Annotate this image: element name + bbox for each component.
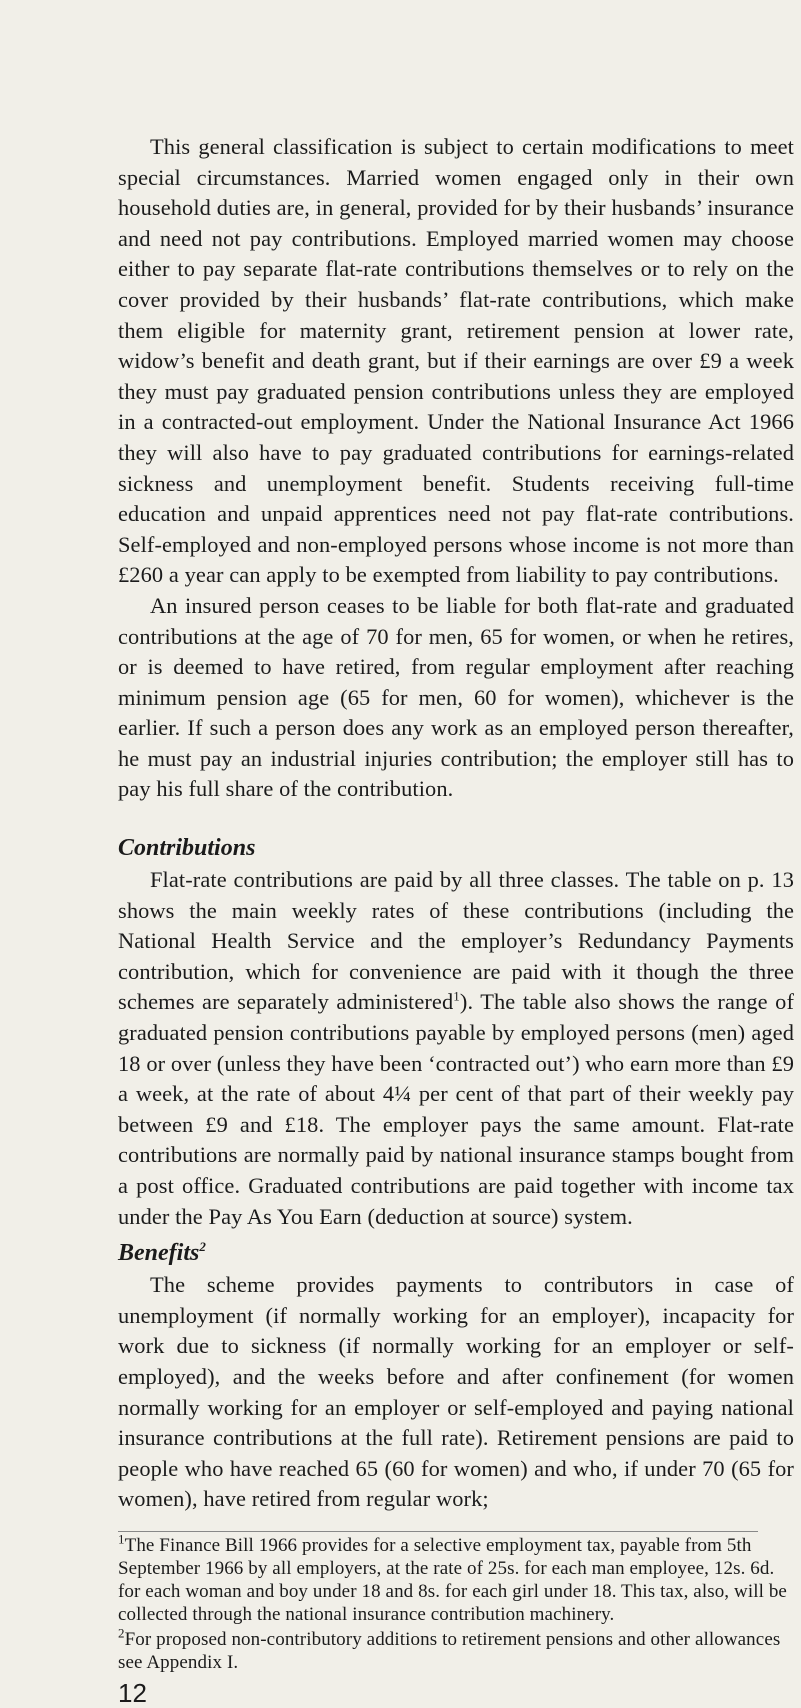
page-number: 12 xyxy=(118,1677,147,1708)
footnote-2 xyxy=(118,1625,794,1674)
heading-contributions: Contributions xyxy=(118,835,256,862)
footnote-2-mark: 2 xyxy=(118,1625,125,1641)
document-page xyxy=(118,132,794,1708)
paragraph-benefits: The scheme provides payments to contributors in case of unemployment (if normally working for an employer), incapacity for work due to sickness (if normally working for an employer or self-employed), and the weeks before and after confinement (for women normally working for an employer or self-employed and paying national insurance contributions at the full rate). Retirement pensions are paid to people who have reached 65 (60 for women) and who, if under 70 (65 for women), have retired from regular work; xyxy=(118,1272,794,1512)
footnote-1 xyxy=(118,1531,794,1626)
heading-benefits-text: Benefits xyxy=(118,1240,200,1267)
footnote-1-text: The Finance Bill 1966 provides for a selective employment tax, payable from 5th September 1966 by all employers, at the rate of 25s. for each man employee, 12s. 6d. for each woman and boy under 18 and 8s. for each girl under 18. This tax, also, will be collected through the national insurance contribution machinery. xyxy=(118,1534,787,1625)
footnote-divider xyxy=(118,1531,758,1532)
footnote-2-text: For proposed non-contributory additions to retirement pensions and other allowances see Appendix I. xyxy=(118,1628,781,1673)
paragraph-liability: An insured person ceases to be liable for both flat-rate and graduated contributions at the age of 70 for men, 65 for women, or when he retires, or is deemed to have retired, from regular employment after reaching minimum pension age (65 for men, 60 for women), whichever is the earlier. If such a person does any work as an employed person thereafter, he must pay an industrial injuries contribution; the employer still has to pay his full share of the contribution. xyxy=(118,592,794,802)
footnote-ref-1: 1 xyxy=(453,988,460,1004)
paragraph-contributions xyxy=(118,865,794,1232)
paragraph-classification: This general classification is subject to certain modifications to meet special circumstances. Married women engaged only in their own household duties are, in general, provided for by their husbands’ insurance and need not pay contributions. Employed married women may choose either to pay separate flat-rate contributions themselves or to rely on the cover provided by their husbands’ flat-rate contributions, which make them eligible for maternity grant, retirement pension at lower rate, widow’s benefit and death grant, but if their earnings are over £9 a week they must pay graduated pension contributions unless they are employed in a contracted-out employment. Under the National Insurance Act 1966 they will also have to pay graduated contributions for earnings-related sickness and unemployment benefit. Students receiving full-time education and unpaid apprentices need not pay flat-rate contributions. Self-employed and non-employed persons whose income is not more than £260 a year can apply to be exempted from liability to pay contributions. xyxy=(118,134,794,588)
paragraph-contributions-part-1: Flat-rate contributions are paid by all three classes. The table on p. 13 shows the main weekly rates of these contributions (including the National Health Service and the employer’s Redundancy Payments contribution, which for convenience are paid with it though the three schemes are separately administered xyxy=(118,867,794,1015)
footnote-ref-2: 2 xyxy=(199,1239,206,1255)
footnote-1-mark: 1 xyxy=(118,1531,125,1547)
paragraph-contributions-part-2: ). The table also shows the range of graduated pension contributions payable by employed persons (men) aged 18 or over (unless they have been ‘contracted out’) who earn more than £9 a week, at the rate of about 4¼ per cent of that part of their weekly pay between £9 and £18. The employer pays the same amount. Flat-rate contributions are normally paid by national insurance stamps bought from a post office. Graduated contributions are paid together with income tax under the Pay As You Earn (deduction at source) system. xyxy=(118,989,794,1229)
heading-benefits xyxy=(118,1236,794,1270)
